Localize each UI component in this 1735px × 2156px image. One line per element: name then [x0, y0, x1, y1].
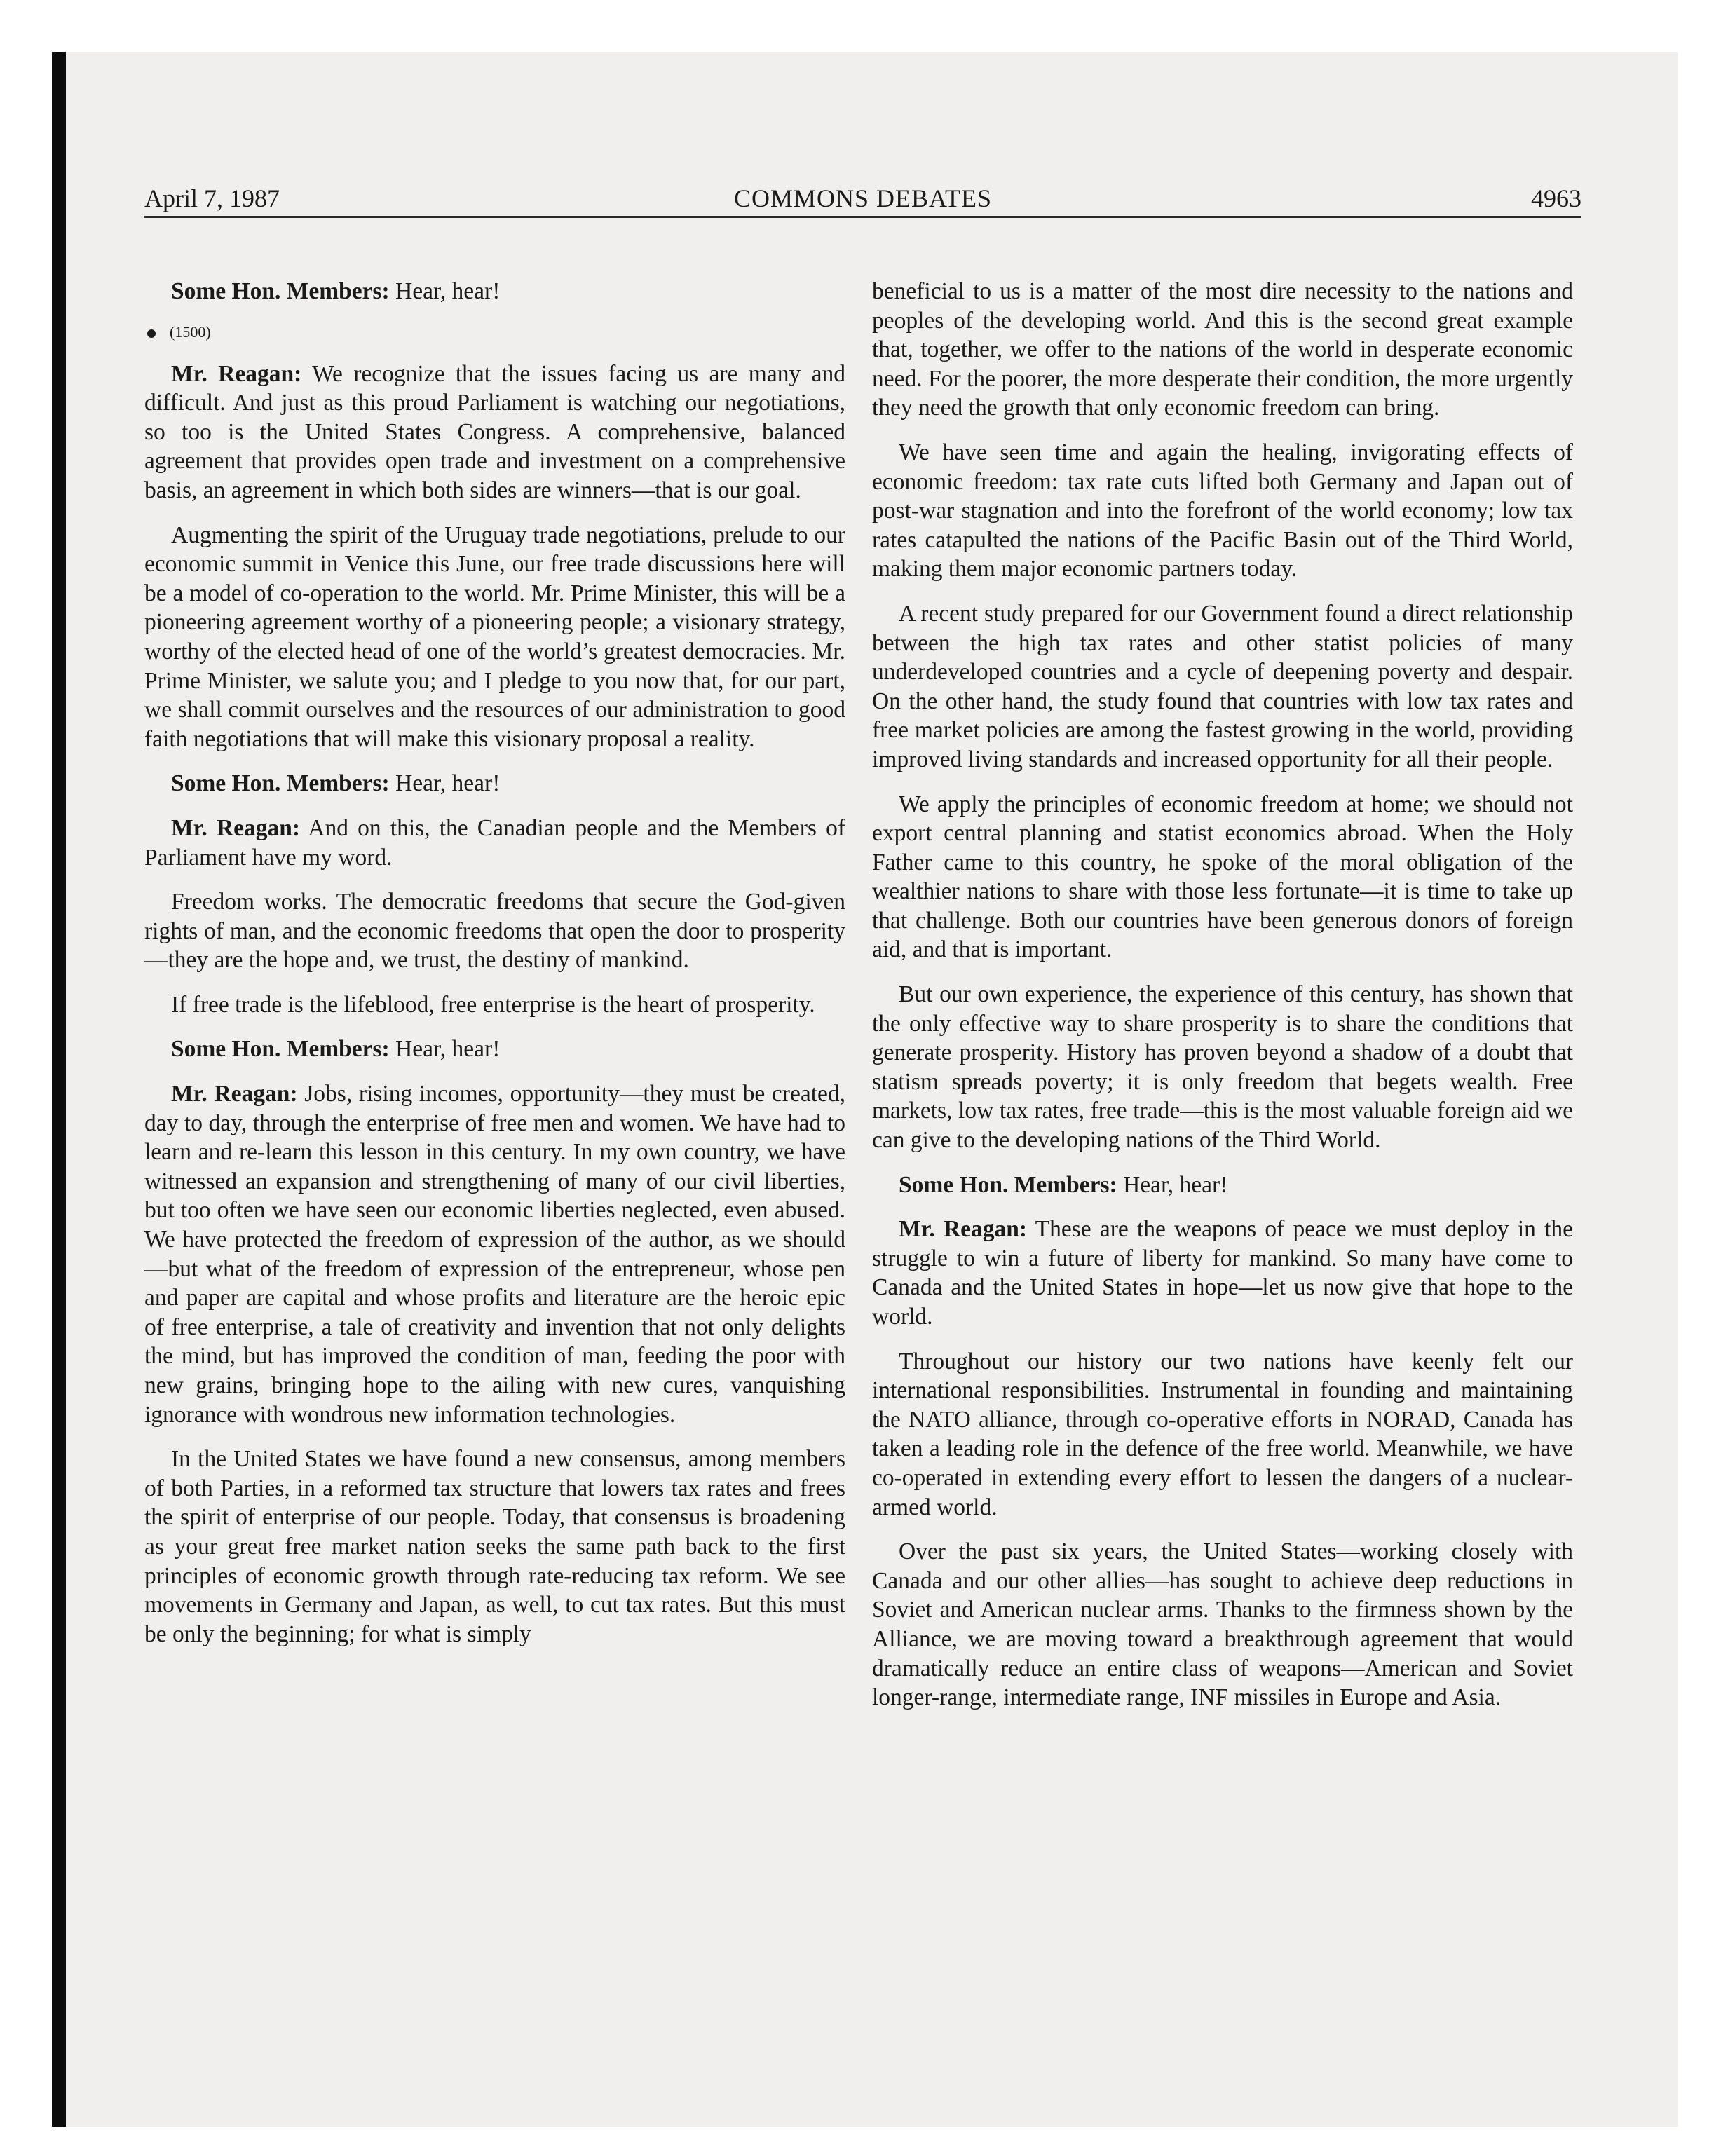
- paragraph-text: A recent study prepared for our Government found a direct relationship between the high tax rates and other statist policies of many underdeveloped countries and a cycle of deepening poverty and despair. On the other hand, the study found that countries with low tax rates and free market policies are among the fastest growing in the world, providing improved living standards and increased opportunity for all their people.: [872, 600, 1573, 772]
- paragraph: [144, 990, 845, 1020]
- paragraph-text: In the United States we have found a new consensus, among members of both Parties, in a reformed tax structure that lowers tax rates and frees the spirit of enterprise of our people. Today, that consensus is broadening as your great free market nation seeks the same path back to the first principles of economic growth through rate-reducing tax reform. We see movements in Germany and Japan, as well, to cut tax rates. But this must be only the beginning; for what is simply: [144, 1446, 845, 1647]
- paragraph-text: These are the weapons of peace we must deploy in the struggle to win a future of liberty for mankind. So many have come to Canada and the United States in hope—let us now give that hope to the world.: [872, 1216, 1573, 1330]
- time-marker: [144, 322, 845, 343]
- paragraph: [144, 277, 845, 306]
- speaker-label: Mr. Reagan:: [171, 814, 301, 841]
- page-header: [144, 184, 1581, 218]
- paragraph: [144, 814, 845, 872]
- header-page-number: 4963: [1531, 184, 1581, 212]
- paragraph: [872, 438, 1573, 584]
- right-column: [872, 277, 1573, 1728]
- paragraph-text: If free trade is the lifeblood, free enterprise is the heart of prosperity.: [171, 991, 815, 1018]
- left-column: [144, 277, 845, 1664]
- paragraph: [872, 277, 1573, 423]
- speaker-label: Some Hon. Members:: [899, 1171, 1117, 1198]
- header-title: COMMONS DEBATES: [733, 184, 993, 212]
- speaker-label: Mr. Reagan:: [899, 1216, 1028, 1243]
- paragraph-text: Throughout our history our two nations have keenly felt our international responsibilities. Instrumental in founding and maintaining the NATO alliance, through co-operative efforts in NORAD, Canada has taken a leading role in the defence of the free world. Meanwhile, we have co-operated in extending every effort to lessen the dangers of a nuclear-armed world.: [872, 1348, 1573, 1520]
- paragraph-text: But our own experience, the experience of this century, has shown that the only effective way to share prosperity is to share the conditions that generate prosperity. History has proven beyond a shadow of a doubt that statism spreads poverty; it is only freedom that begets wealth. Free markets, low tax rates, free trade—this is the most valuable foreign aid we can give to the developing nations of the Third World.: [872, 981, 1573, 1154]
- paragraph-text: Hear, hear!: [1117, 1171, 1228, 1198]
- paragraph-text: Over the past six years, the United States—working closely with Canada and our other allies—has sought to achieve deep reductions in Soviet and American nuclear arms. Thanks to the firmness shown by the Alliance, we are moving toward a breakthrough agreement that would dramatically reduce an entire class of weapons—American and Soviet longer-range, intermediate range, INF missiles in Europe and Asia.: [872, 1538, 1573, 1711]
- paragraph-text: And on this, the Canadian people and the Members of Parliament have my word.: [144, 814, 845, 871]
- speaker-label: Some Hon. Members:: [171, 1036, 390, 1063]
- paragraph: [144, 360, 845, 505]
- paragraph-text: We have seen time and again the healing, invigorating effects of economic freedom: tax rate cuts lifted both Germany and Japan out of post-war stagnation and into the forefront of the world economy; low tax rates catapulted the nations of the Pacific Basin out of the Third World, making them major economic partners today.: [872, 439, 1573, 582]
- paragraph: [144, 1445, 845, 1649]
- paragraph-text: Jobs, rising incomes, opportunity—they must be created, day to day, through the enterprise of free men and women. We have had to learn and re-learn this lesson in this century. In my own country, we have witnessed an expansion and strengthening of many of our civil liberties, but too often we have seen our economic liberties neglected, even abused. We have protected the freedom of expression of the author, as we should—but what of the freedom of expression of the entrepreneur, whose pen and paper are capital and whose profits and literature are the heroic epic of free enterprise, a tale of creativity and invention that not only delights the mind, but has improved the condition of man, feeding the poor with new grains, bringing hope to the ailing with new cures, vanquishing ignorance with wondrous new information technologies.: [144, 1081, 845, 1428]
- paragraph-text: Hear, hear!: [389, 1036, 501, 1063]
- paragraph: [872, 1215, 1573, 1331]
- speaker-label: Mr. Reagan:: [171, 360, 302, 387]
- paragraph: [872, 1171, 1573, 1200]
- paragraph: [872, 790, 1573, 965]
- paragraph: [144, 521, 845, 754]
- paragraph: [144, 1079, 845, 1429]
- paragraph-text: We apply the principles of economic freedom at home; we should not export central planning and statist economics abroad. When the Holy Father came to this country, he spoke of the moral obligation of the wealthier nations to share with those less fortunate—it is time to take up that challenge. Both our countries have been generous donors of foreign aid, and that is important.: [872, 791, 1573, 963]
- paragraph-text: Freedom works. The democratic freedoms that secure the God-given rights of man, and the economic freedoms that open the door to prosperity—they are the hope and, we trust, the destiny of mankind.: [144, 889, 845, 974]
- speaker-label: Mr. Reagan:: [171, 1081, 298, 1107]
- paragraph: [872, 599, 1573, 775]
- paragraph-text: beneficial to us is a matter of the most dire necessity to the nations and peoples of the developing world. And this is the second great example that, together, we offer to the nations of the world in desperate economic need. For the poorer, the more desperate their condition, the more urgently they need the growth that only economic freedom can bring.: [872, 278, 1573, 421]
- speaker-label: Some Hon. Members:: [171, 278, 390, 304]
- paragraph: [872, 1537, 1573, 1712]
- paragraph-text: We recognize that the issues facing us are many and difficult. And just as this proud Parliament is watching our negotiations, so too is the United States Congress. A comprehensive, balanced agreement that provides open trade and investment on a comprehensive basis, an agreement in which both sides are winners—that is our goal.: [144, 360, 845, 503]
- speaker-label: Some Hon. Members:: [171, 770, 390, 797]
- paragraph: [144, 887, 845, 975]
- scan-edge-bar: [52, 52, 66, 2127]
- time-marker-text: (1500): [170, 322, 211, 341]
- paragraph-text: Hear, hear!: [389, 278, 501, 304]
- paragraph: [144, 1035, 845, 1064]
- paragraph-text: Hear, hear!: [389, 770, 501, 797]
- paragraph-text: Augmenting the spirit of the Uruguay trade negotiations, prelude to our economic summit in Venice this June, our free trade discussions here will be a model of co-operation to the world. Mr. Prime Minister, this will be a pioneering agreement worthy of a pioneering people; a visionary strategy, worthy of the elected head of one of the world’s greatest democracies. Mr. Prime Minister, we salute you; and I pledge to you now that, for our part, we shall commit ourselves and the resources of our administration to good faith negotiations that will make this visionary proposal a reality.: [144, 521, 845, 752]
- header-date: April 7, 1987: [144, 184, 280, 212]
- paragraph: [872, 980, 1573, 1155]
- bullet-icon: [147, 329, 156, 338]
- paragraph: [144, 769, 845, 798]
- paragraph: [872, 1347, 1573, 1522]
